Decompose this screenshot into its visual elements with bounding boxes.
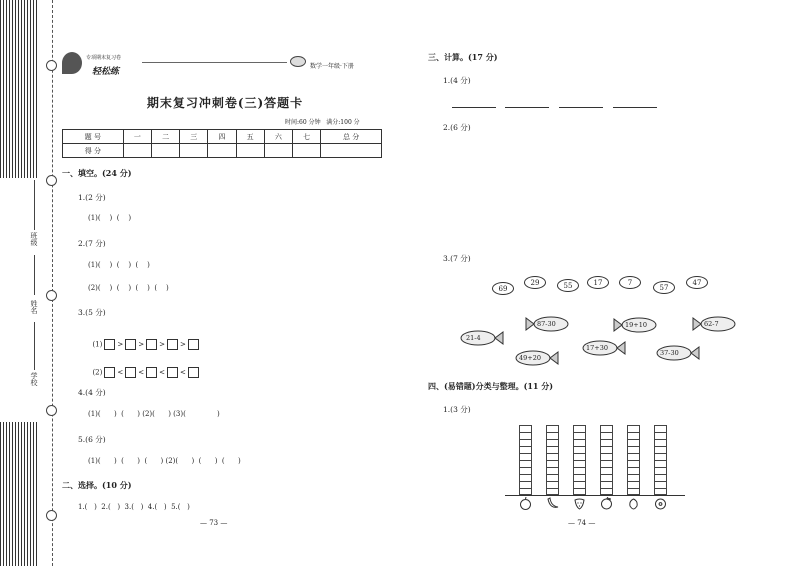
subject-label: 数学一年级·下册 [310, 63, 354, 70]
score-table-score-row [63, 144, 382, 158]
answer-box[interactable] [167, 367, 178, 378]
compare-row-2 [88, 359, 201, 378]
question-label: 4.(4 分) [78, 388, 106, 397]
tally-column[interactable] [519, 425, 532, 495]
answer-box[interactable] [125, 367, 136, 378]
score-input-cell[interactable] [264, 144, 292, 158]
compare-sign: > [117, 340, 124, 349]
binding-stripe-bottom [0, 422, 38, 566]
fold-line [52, 0, 53, 566]
score-table [62, 129, 382, 158]
compare-sign: > [180, 340, 186, 349]
fish-expression: 37-30 [660, 349, 679, 357]
fish-card[interactable] [654, 345, 700, 361]
score-table-header-row [63, 130, 382, 144]
fish-expression: 62-7 [704, 320, 719, 328]
fish-expression: 17+30 [586, 344, 608, 352]
compare-row-label: (1) [92, 340, 103, 349]
section-calc-title: 三、计算。(17 分) [428, 52, 498, 62]
number-oval[interactable]: 29 [524, 276, 546, 289]
number-oval[interactable]: 7 [619, 276, 641, 289]
apple-icon [519, 497, 532, 510]
answer-box[interactable] [146, 339, 157, 350]
table-cell: 一 [123, 130, 151, 144]
question-label: 5.(6 分) [78, 435, 106, 444]
question-label: 1.(4 分) [443, 76, 471, 85]
table-cell: 七 [292, 130, 320, 144]
grade-badge-icon [290, 56, 306, 67]
table-cell: 五 [236, 130, 264, 144]
page-number-right: — 74 — [568, 519, 596, 527]
score-input-cell[interactable] [321, 144, 382, 158]
question-label: 1.(3 分) [443, 405, 471, 414]
peach-icon [627, 497, 640, 510]
compare-sign: > [159, 340, 165, 349]
compare-sign: < [180, 368, 186, 377]
orange-icon [654, 497, 667, 510]
table-cell: 二 [151, 130, 179, 144]
score-input-cell[interactable] [151, 144, 179, 158]
answer-line[interactable]: (1)( ) ( ) [88, 214, 132, 222]
fish-card[interactable] [525, 316, 571, 332]
fish-expression: 87-30 [537, 320, 556, 328]
fish-card[interactable] [458, 330, 504, 346]
tally-column[interactable] [573, 425, 586, 495]
answer-box[interactable] [125, 339, 136, 350]
fish-expression: 19+10 [625, 321, 647, 329]
name-label: 姓名 [30, 300, 38, 314]
score-input-cell[interactable] [208, 144, 236, 158]
school-label: 学校 [30, 372, 38, 386]
fish-icon [458, 330, 504, 346]
binding-stripe-top [0, 0, 38, 178]
number-oval[interactable]: 57 [653, 281, 675, 294]
logo [62, 52, 142, 78]
compare-row-label: (2) [92, 368, 103, 377]
question-label: 2.(7 分) [78, 239, 106, 248]
fish-card[interactable] [513, 350, 559, 366]
page-number-left: — 73 — [200, 519, 228, 527]
name-line [34, 255, 35, 295]
page-title: 期末复习冲刺卷(三)答题卡 [146, 96, 304, 110]
number-oval[interactable]: 69 [492, 282, 514, 295]
class-label: 班级 [30, 232, 38, 246]
punch-hole [46, 60, 57, 71]
table-cell: 四 [208, 130, 236, 144]
logo-text: 轻松练 [92, 67, 120, 77]
score-input-cell[interactable] [123, 144, 151, 158]
fish-expression: 21-4 [466, 334, 481, 342]
compare-sign: < [159, 368, 165, 377]
answer-line[interactable]: (2)( ) ( ) ( ) ( ) [88, 284, 169, 292]
answer-box[interactable] [104, 367, 115, 378]
question-label: 1.(2 分) [78, 193, 106, 202]
banana-icon [546, 497, 559, 510]
fish-expression: 49+20 [519, 354, 541, 362]
exam-info: 时间:60 分钟 满分:100 分 [285, 119, 360, 126]
punch-hole [46, 405, 57, 416]
question-label: 3.(7 分) [443, 254, 471, 263]
answer-blank[interactable] [559, 107, 603, 108]
answer-box[interactable] [188, 367, 199, 378]
tally-column[interactable] [654, 425, 667, 495]
compare-sign: < [117, 368, 124, 377]
answer-blank[interactable] [505, 107, 549, 108]
answer-line[interactable]: (1)( ) ( ) ( ) [88, 261, 150, 269]
table-cell: 题 号 [63, 130, 124, 144]
punch-hole [46, 510, 57, 521]
name-line [34, 322, 35, 370]
answer-line[interactable]: (1)( ) ( ) ( ) (2)( ) ( ) ( ) [88, 457, 241, 465]
punch-hole [46, 290, 57, 301]
logo-swoosh-icon [62, 52, 82, 74]
compare-sign: < [138, 368, 145, 377]
tally-column[interactable] [627, 425, 640, 495]
strawberry-icon [573, 497, 586, 510]
header-rule [142, 62, 287, 63]
answer-blank[interactable] [613, 107, 657, 108]
section-fill-in-title: 一、填空。(24 分) [62, 168, 132, 178]
answer-blank[interactable] [452, 107, 496, 108]
compare-sign: > [138, 340, 145, 349]
choice-answers[interactable]: 1.( ) 2.( ) 3.( ) 4.( ) 5.( ) [78, 503, 190, 511]
table-cell: 总 分 [321, 130, 382, 144]
tally-column[interactable] [600, 425, 613, 495]
answer-box[interactable] [167, 339, 178, 350]
score-input-cell[interactable] [236, 144, 264, 158]
number-oval[interactable]: 17 [587, 276, 609, 289]
answer-box[interactable] [104, 339, 115, 350]
section-choice-title: 二、选择。(10 分) [62, 480, 132, 490]
number-oval[interactable]: 55 [557, 279, 579, 292]
answer-box[interactable] [188, 339, 199, 350]
answer-line[interactable]: (1)( ) ( ) (2)( ) (3)( ) [88, 410, 220, 418]
punch-hole [46, 175, 57, 186]
fish-card[interactable] [580, 340, 626, 356]
question-label: 2.(6 分) [443, 123, 471, 132]
name-line [34, 180, 35, 230]
score-input-cell[interactable] [292, 144, 320, 158]
fish-card[interactable] [692, 316, 738, 332]
logo-series: 专项期末复习卷 [86, 55, 122, 61]
score-input-cell[interactable] [180, 144, 208, 158]
chart-baseline [505, 495, 685, 496]
table-cell: 得 分 [63, 144, 124, 158]
question-label: 3.(5 分) [78, 308, 106, 317]
section-classify-title: 四、(易错题)分类与整理。(11 分) [428, 381, 554, 391]
tally-column[interactable] [546, 425, 559, 495]
pear-icon [600, 497, 613, 510]
compare-row-1 [88, 331, 201, 350]
table-cell: 六 [264, 130, 292, 144]
table-cell: 三 [180, 130, 208, 144]
number-oval[interactable]: 47 [686, 276, 708, 289]
answer-box[interactable] [146, 367, 157, 378]
fish-card[interactable] [613, 317, 659, 333]
